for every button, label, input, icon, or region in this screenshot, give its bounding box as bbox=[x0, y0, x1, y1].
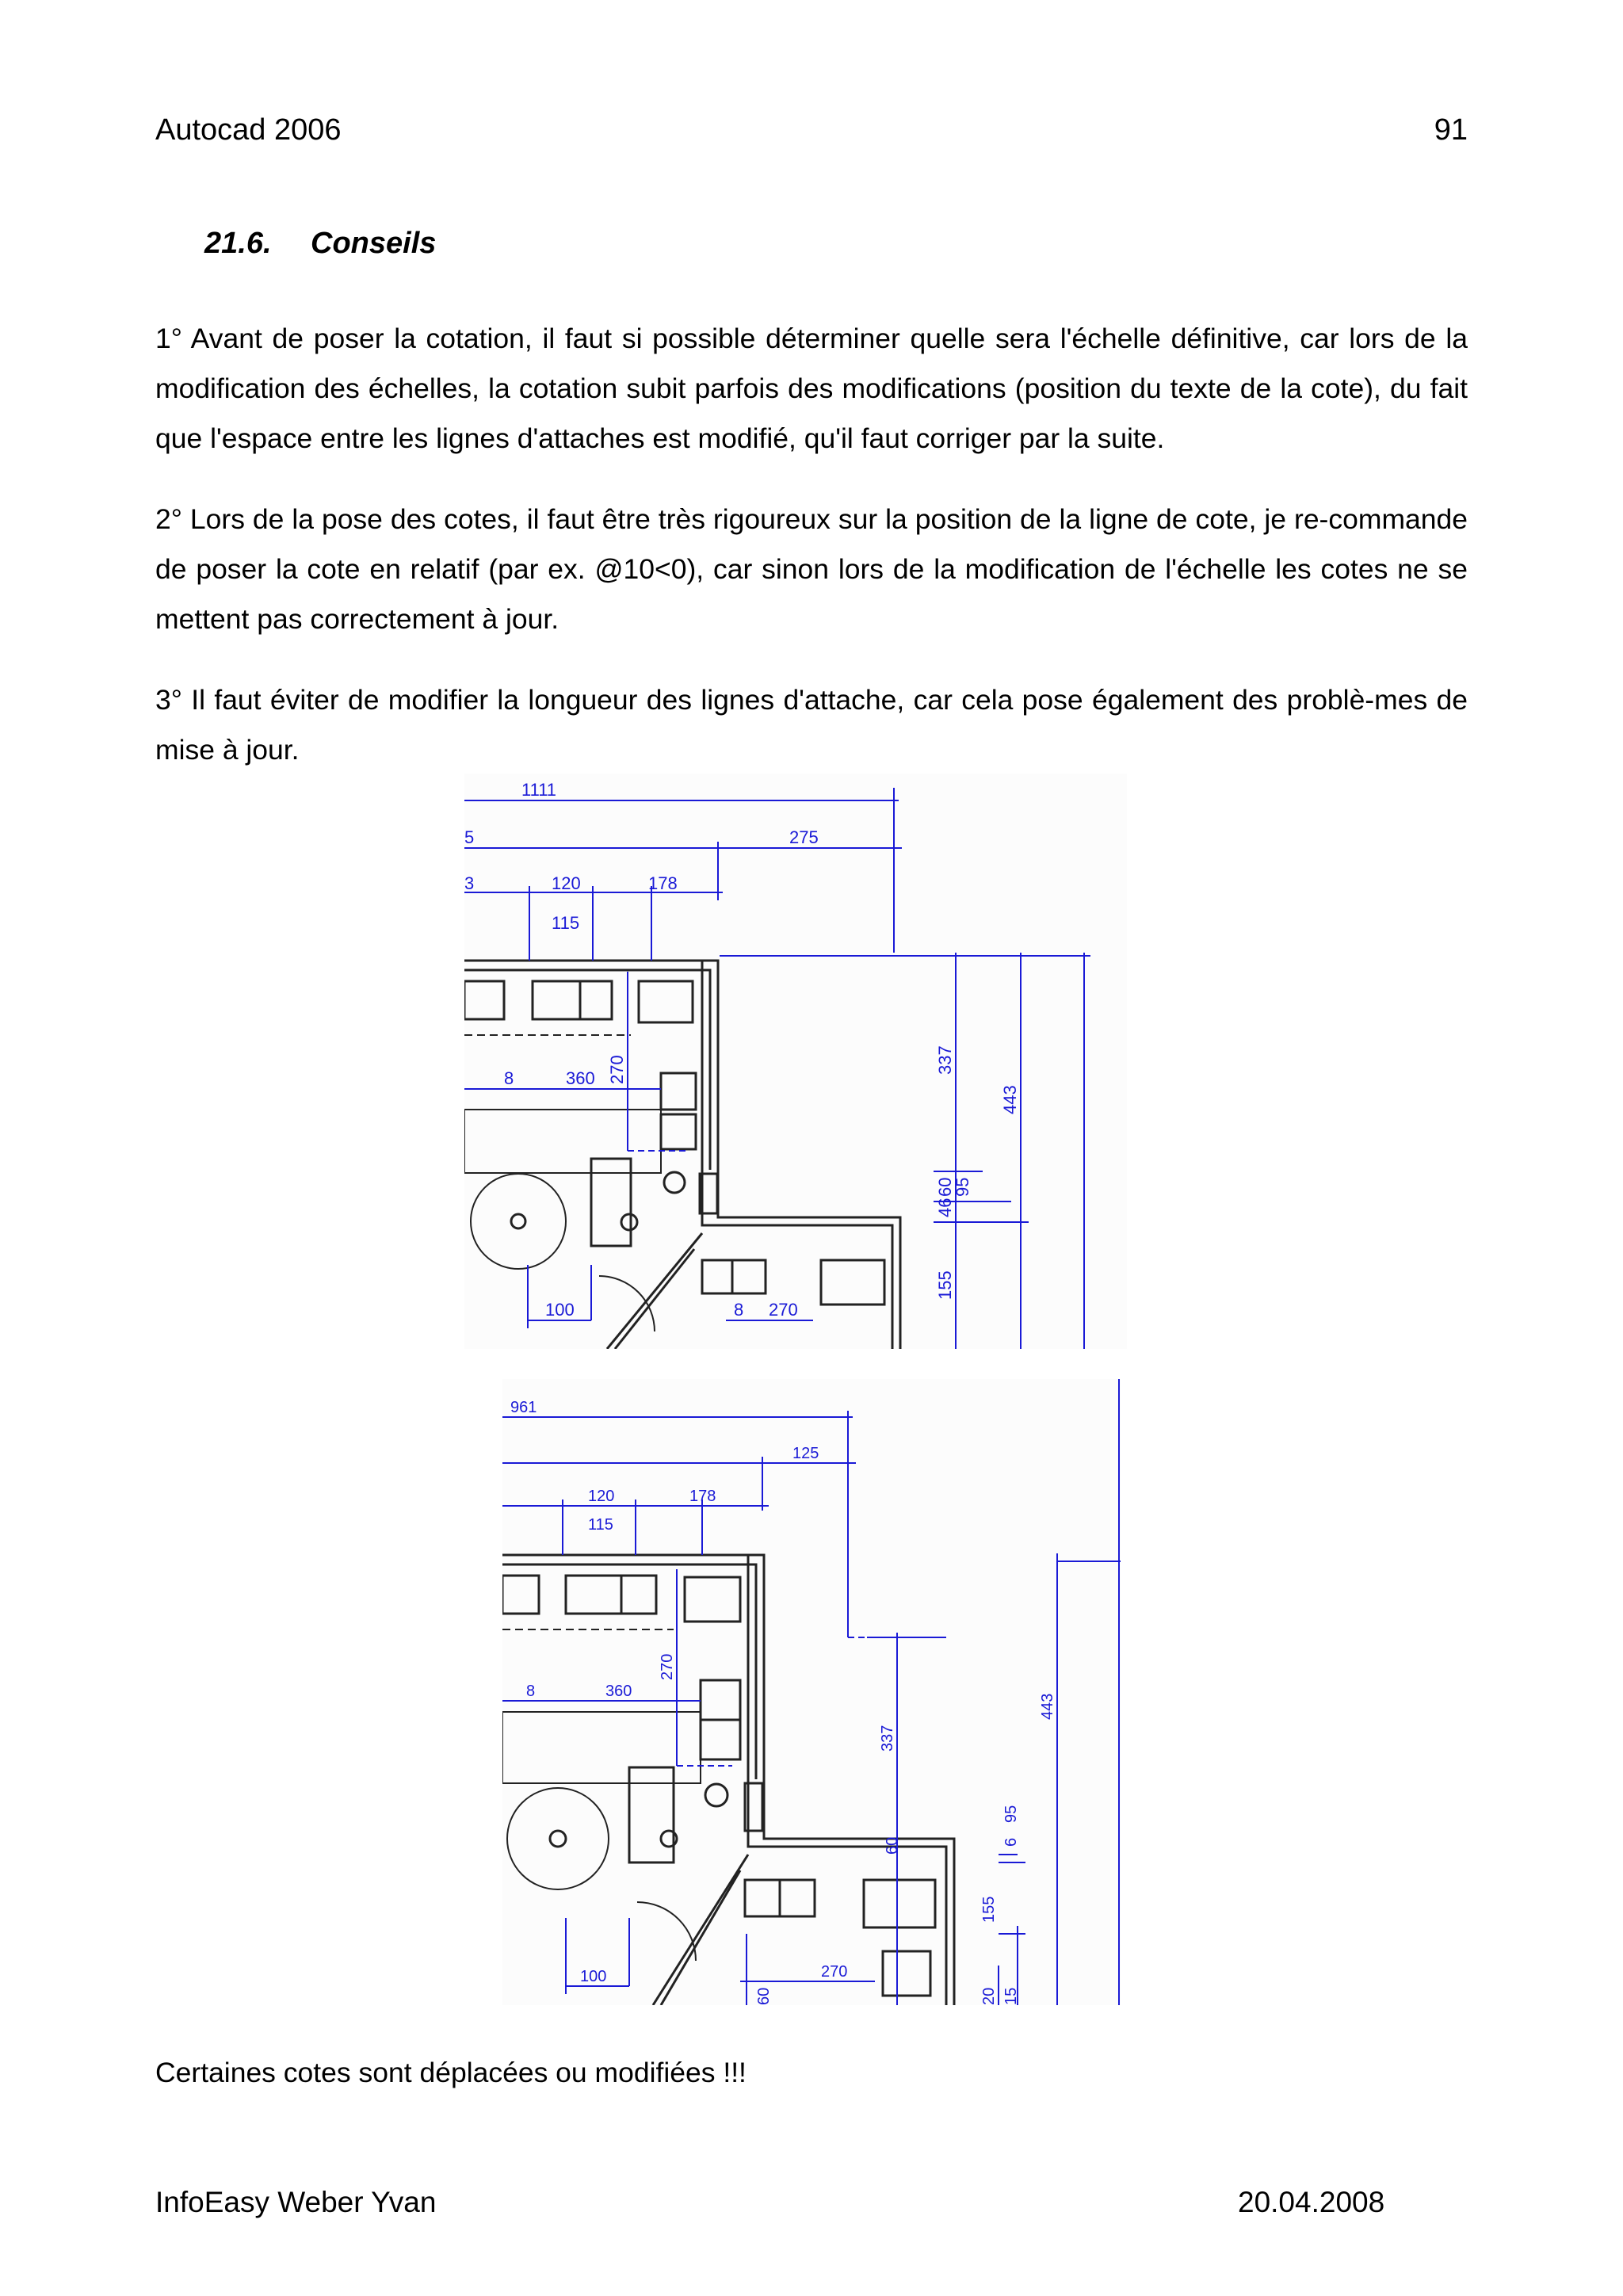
dim-label: 95 bbox=[1002, 1805, 1020, 1823]
dim-label: 125 bbox=[792, 1445, 819, 1462]
dim-label: 155 bbox=[935, 1270, 955, 1300]
dim-label: 270 bbox=[821, 1963, 848, 1981]
dim-label: 8 bbox=[504, 1068, 514, 1088]
dim-label: 100 bbox=[580, 1968, 607, 1985]
section-heading bbox=[204, 227, 436, 261]
dim-label: 178 bbox=[689, 1488, 716, 1505]
dim-label: 3 bbox=[464, 873, 475, 893]
dim-label: 6 bbox=[1002, 1837, 1020, 1847]
section-title: Conseils bbox=[311, 227, 437, 260]
paragraph-1: 1° Avant de poser la cotation, il faut si possible déterminer quelle sera l'échelle définitive, car lors de la modification des échelles, la cotation subit parfois des modifications (position du texte de la cote), du fait que l'espace entre les lignes d'attaches est modifié, qu'il faut corriger par la suite. bbox=[155, 323, 1468, 454]
footer-date: 20.04.2008 bbox=[1238, 2186, 1385, 2218]
dim-label: 60 bbox=[935, 1177, 955, 1197]
floor-plan-before bbox=[464, 774, 1127, 1349]
section-number: 21.6. bbox=[204, 227, 272, 260]
dim-label: 443 bbox=[1000, 1085, 1020, 1114]
paragraph-3: 3° Il faut éviter de modifier la longueur des lignes d'attache, car cela pose également des problè-mes de mise à jour. bbox=[155, 684, 1468, 766]
dim-label: 961 bbox=[510, 1399, 537, 1416]
footer-author: InfoEasy Weber Yvan bbox=[155, 2186, 437, 2218]
header-title: Autocad 2006 bbox=[155, 113, 342, 147]
dim-label: 360 bbox=[566, 1068, 595, 1088]
dim-label: 95 bbox=[953, 1177, 972, 1197]
page-number: 91 bbox=[1434, 113, 1468, 147]
dim-label: 8 bbox=[734, 1300, 744, 1320]
dim-label: 337 bbox=[879, 1725, 896, 1752]
dim-label: 115 bbox=[588, 1516, 613, 1534]
dim-label: 275 bbox=[789, 827, 819, 847]
dim-label: 46 bbox=[935, 1198, 955, 1217]
dim-label: 120 bbox=[588, 1488, 615, 1505]
dim-label: 120 bbox=[552, 873, 581, 893]
dim-label: 60 bbox=[884, 1836, 901, 1855]
dim-label: 60 bbox=[755, 1987, 773, 2005]
dim-label: 8 bbox=[526, 1683, 536, 1700]
dim-label: 20 bbox=[980, 1987, 998, 2005]
paragraph-2: 2° Lors de la pose des cotes, il faut être très rigoureux sur la position de la ligne de cote, je re-commande de poser la cote en relatif (par ex. @10<0), car sinon lors de la modification de l'échelle les cotes ne se mettent pas correctement à jour. bbox=[155, 503, 1468, 635]
dim-label: 360 bbox=[605, 1683, 632, 1700]
dim-label: 270 bbox=[607, 1055, 627, 1084]
dim-label: 15 bbox=[1002, 1987, 1020, 2005]
dim-label: 155 bbox=[980, 1896, 998, 1923]
caption: Certaines cotes sont déplacées ou modifiées !!! bbox=[155, 2057, 747, 2088]
dim-label: 443 bbox=[1039, 1693, 1056, 1720]
dim-label: 178 bbox=[648, 873, 678, 893]
dim-label: 115 bbox=[552, 913, 580, 933]
dim-label: 270 bbox=[659, 1653, 676, 1680]
dim-label: 100 bbox=[545, 1300, 575, 1320]
floor-plan-after bbox=[502, 1379, 1121, 2005]
dim-label: 5 bbox=[464, 827, 475, 847]
dim-label: 337 bbox=[935, 1045, 955, 1075]
dim-label: 270 bbox=[769, 1300, 798, 1320]
dim-label: 1111 bbox=[521, 780, 557, 800]
